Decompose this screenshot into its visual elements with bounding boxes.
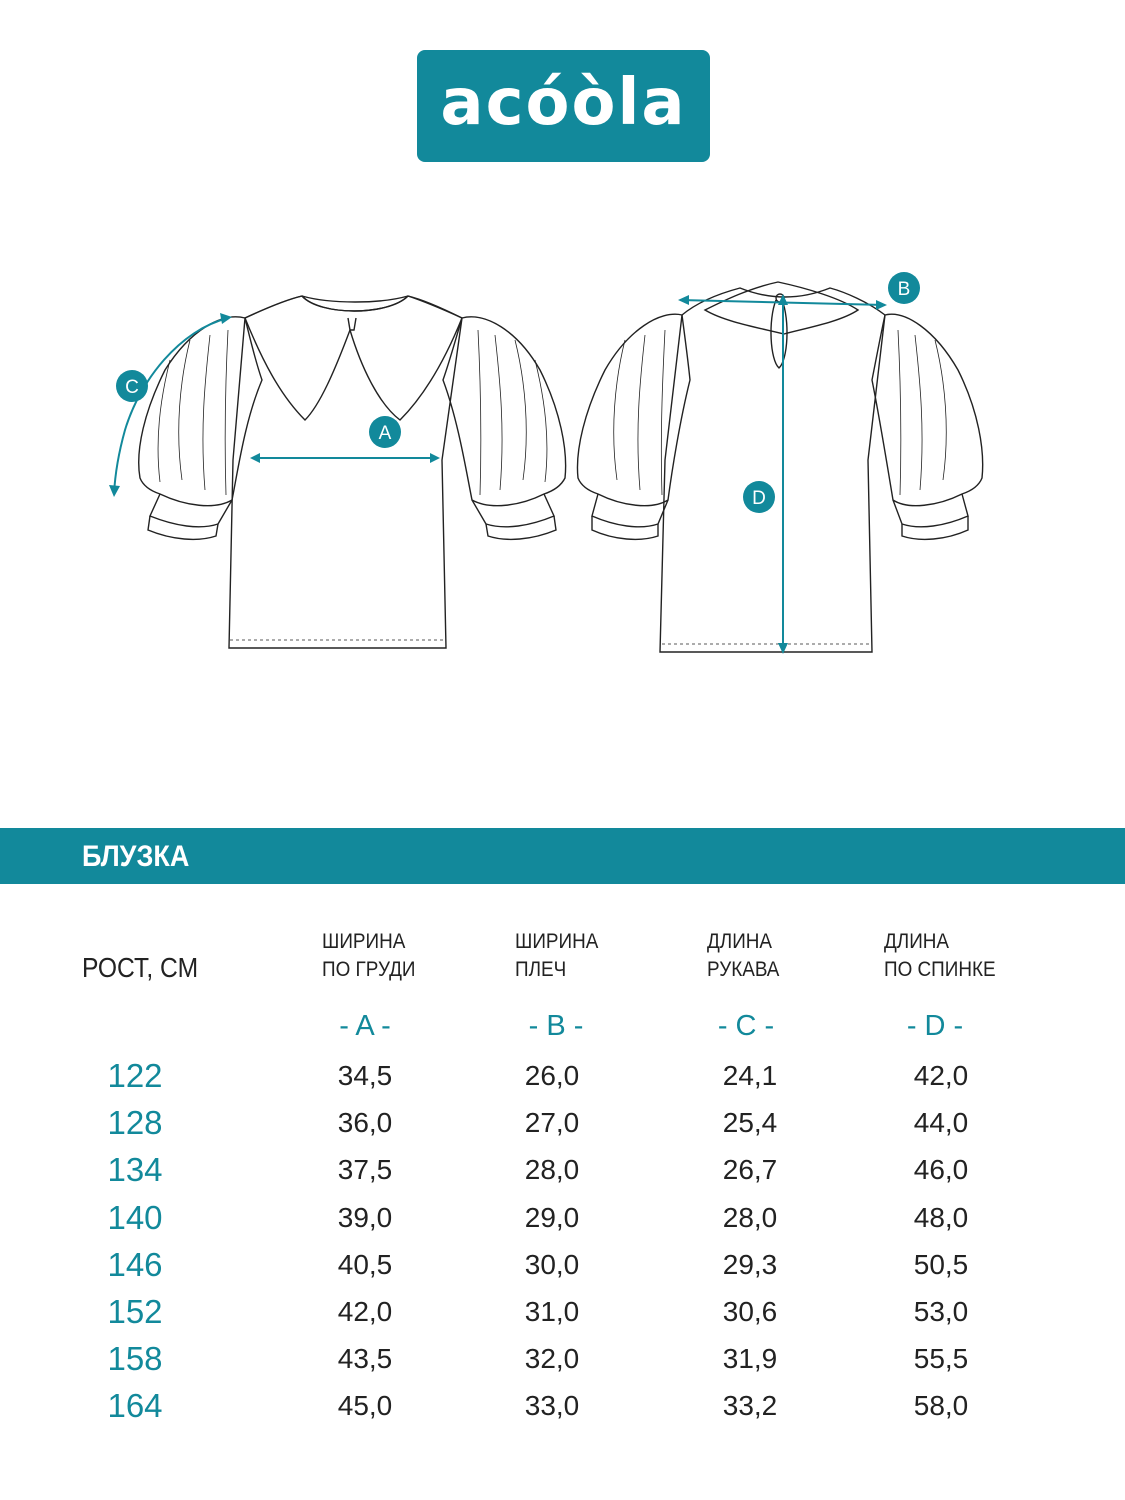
front-right-cuff bbox=[472, 494, 554, 527]
measure-line-c bbox=[114, 318, 228, 494]
label-b-text: B bbox=[897, 279, 911, 300]
label-a-badge bbox=[369, 416, 401, 448]
value-cell-d: 58,0 bbox=[913, 1390, 969, 1422]
height-cell: 164 bbox=[107, 1387, 163, 1425]
column-letter-d: - D - bbox=[906, 1010, 964, 1042]
column-header-d bbox=[884, 928, 996, 984]
column-header-a-line1: ШИРИНА bbox=[322, 930, 406, 953]
height-cell: 146 bbox=[107, 1245, 163, 1283]
value-cell-c: 24,1 bbox=[722, 1060, 778, 1091]
column-header-c bbox=[707, 928, 779, 984]
value-cell-a: 36,0 bbox=[337, 1107, 393, 1139]
value-cell-b: 27,0 bbox=[524, 1107, 580, 1139]
front-right-sleeve-gathers bbox=[478, 330, 547, 495]
value-cell-b: 32,0 bbox=[524, 1343, 580, 1375]
column-header-a bbox=[322, 928, 416, 984]
label-b-badge bbox=[888, 272, 920, 304]
value-cell-c: 25,4 bbox=[722, 1107, 778, 1139]
front-left-sleeve bbox=[139, 317, 262, 506]
column-letter-b: - B - bbox=[528, 1010, 584, 1042]
value-cell-c: 26,7 bbox=[722, 1154, 778, 1186]
front-view bbox=[139, 296, 566, 648]
value-cell-a: 39,0 bbox=[337, 1201, 393, 1233]
brand-logo-text: acóòla bbox=[440, 66, 687, 140]
front-left-cuff bbox=[150, 494, 232, 527]
back-right-sleeve bbox=[872, 314, 983, 505]
product-title: БЛУЗКА bbox=[82, 840, 190, 873]
column-header-b-line2: ПЛЕЧ bbox=[515, 958, 567, 981]
back-left-sleeve bbox=[577, 314, 690, 505]
back-left-cuff bbox=[592, 494, 668, 527]
back-body-outline bbox=[660, 288, 885, 652]
value-cell-c: 31,9 bbox=[722, 1343, 778, 1375]
label-d-text: D bbox=[752, 488, 766, 509]
label-c-text: C bbox=[125, 377, 139, 398]
front-right-sleeve bbox=[443, 317, 566, 506]
value-cell-a: 34,5 bbox=[337, 1060, 393, 1091]
back-right-cuff bbox=[893, 494, 968, 527]
height-cell: 134 bbox=[107, 1151, 163, 1189]
back-left-sleeve-gathers bbox=[614, 330, 665, 495]
front-neckline bbox=[302, 296, 408, 311]
arrow-a-right bbox=[430, 453, 440, 463]
value-cell-c: 28,0 bbox=[722, 1201, 778, 1233]
value-cell-a: 45,0 bbox=[337, 1390, 393, 1422]
height-column-header: РОСТ, СМ bbox=[82, 952, 199, 983]
value-cell-b: 28,0 bbox=[524, 1154, 580, 1186]
front-body-outline bbox=[229, 296, 462, 648]
value-cell-c: 30,6 bbox=[722, 1296, 778, 1327]
column-letter-a: - A - bbox=[339, 1010, 391, 1042]
value-cell-d: 44,0 bbox=[913, 1107, 969, 1139]
height-cell: 122 bbox=[107, 1057, 163, 1094]
front-collar bbox=[245, 296, 462, 420]
garment-technical-drawing bbox=[0, 260, 1125, 680]
column-header-c-line2: РУКАВА bbox=[707, 958, 780, 981]
brand-logo bbox=[417, 50, 710, 162]
arrow-b-left bbox=[678, 295, 689, 305]
column-header-d-line1: ДЛИНА bbox=[884, 930, 950, 953]
column-header-d-line2: ПО СПИНКЕ bbox=[884, 958, 996, 981]
arrow-a-left bbox=[250, 453, 260, 463]
product-title-banner bbox=[0, 828, 1125, 884]
height-cell: 140 bbox=[107, 1198, 163, 1236]
height-cell: 152 bbox=[107, 1293, 163, 1330]
label-d-badge bbox=[743, 481, 775, 513]
value-cell-b: 29,0 bbox=[524, 1201, 580, 1233]
column-header-b bbox=[515, 928, 598, 984]
value-cell-b: 26,0 bbox=[524, 1060, 580, 1091]
value-cell-d: 55,5 bbox=[913, 1343, 969, 1375]
value-cell-d: 42,0 bbox=[913, 1060, 969, 1091]
label-c-badge bbox=[116, 370, 148, 402]
value-cell-d: 53,0 bbox=[913, 1296, 969, 1327]
value-cell-b: 33,0 bbox=[524, 1390, 580, 1422]
height-cell: 128 bbox=[107, 1104, 163, 1142]
value-cell-d: 46,0 bbox=[913, 1154, 969, 1186]
column-letter-c: - C - bbox=[717, 1010, 775, 1042]
front-neck-keyhole bbox=[348, 318, 356, 330]
value-cell-b: 31,0 bbox=[524, 1296, 580, 1327]
column-header-c-line1: ДЛИНА bbox=[707, 930, 773, 953]
value-cell-d: 50,5 bbox=[913, 1248, 969, 1280]
label-a-text: A bbox=[378, 423, 392, 444]
value-cell-a: 40,5 bbox=[337, 1248, 393, 1280]
value-cell-a: 43,5 bbox=[337, 1343, 393, 1375]
back-right-sleeve-gathers bbox=[898, 330, 946, 495]
height-cell: 158 bbox=[107, 1340, 163, 1378]
arrow-b-right bbox=[876, 300, 887, 310]
arrow-d-top bbox=[778, 294, 788, 305]
value-cell-d: 48,0 bbox=[913, 1201, 969, 1233]
column-header-a-line2: ПО ГРУДИ bbox=[322, 958, 416, 981]
arrow-c-bottom bbox=[109, 485, 120, 497]
back-view bbox=[577, 282, 982, 652]
value-cell-c: 29,3 bbox=[722, 1248, 778, 1280]
value-cell-a: 42,0 bbox=[337, 1296, 393, 1327]
column-header-b-line1: ШИРИНА bbox=[515, 930, 599, 953]
value-cell-a: 37,5 bbox=[337, 1154, 393, 1186]
value-cell-b: 30,0 bbox=[524, 1248, 580, 1280]
value-cell-c: 33,2 bbox=[722, 1390, 778, 1422]
arrow-c-top bbox=[220, 313, 232, 324]
